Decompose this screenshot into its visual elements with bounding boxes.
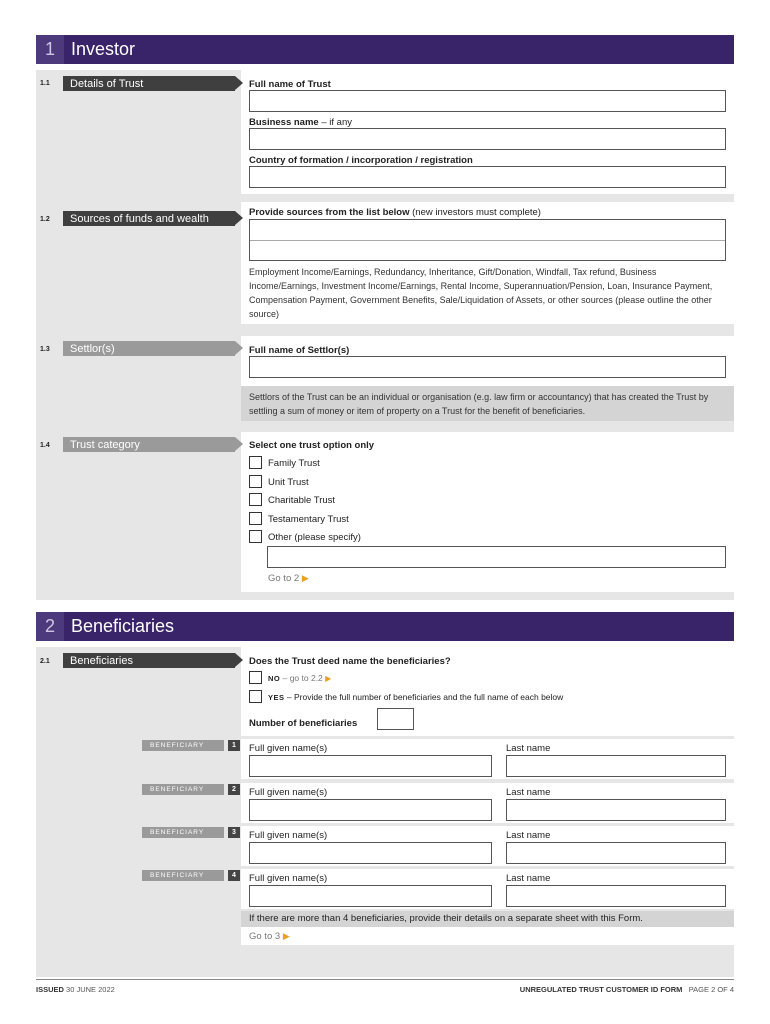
section-2-header <box>36 612 734 641</box>
beneficiary-tag: BENEFICIARY <box>142 870 224 881</box>
option-testamentary-trust: Testamentary Trust <box>268 514 349 525</box>
subsection-number: 1.2 <box>40 216 50 223</box>
option-yes: YES – Provide the full number of beneficiaries and the full name of each below <box>268 692 564 702</box>
option-no: NO – go to 2.2 ▶ <box>268 673 332 683</box>
subsection-number: 1.1 <box>40 80 50 87</box>
label-given-name: Full given name(s) <box>249 787 328 798</box>
label-trust-name: Full name of Trust <box>249 79 331 90</box>
goto-3-link[interactable]: Go to 3 ▶ <box>249 931 290 942</box>
section-title: Beneficiaries <box>71 616 175 636</box>
tag-trust-category: Trust category <box>63 437 235 452</box>
testamentary-trust-checkbox[interactable] <box>249 512 262 525</box>
panel-1-4 <box>241 432 734 592</box>
number-of-beneficiaries-input[interactable] <box>377 708 414 730</box>
label-deed-question: Does the Trust deed name the beneficiaries? <box>249 656 451 667</box>
tag-beneficiaries: Beneficiaries <box>63 653 235 668</box>
label-last-name: Last name <box>506 743 551 754</box>
section-1-header <box>36 35 734 64</box>
family-trust-checkbox[interactable] <box>249 456 262 469</box>
beneficiary-number: 2 <box>228 784 240 795</box>
option-unit-trust: Unit Trust <box>268 477 309 488</box>
business-name-input[interactable] <box>249 128 726 150</box>
sources-list-text: Employment Income/Earnings, Redundancy, Inheritance, Gift/Donation, Windfall, Tax refund, Business Income/Earnings, Investment Income/Earnings, Rental Income, Superannuation/Pension, Loan, Insurance Payment, Compensation Payment, Government Benefits, Sale/Liquidation of Assets, or other sources (please outline the other source) <box>249 267 713 319</box>
arrow-right-icon: ▶ <box>301 573 309 583</box>
beneficiary-tag: BENEFICIARY <box>142 784 224 795</box>
settlor-note: Settlors of the Trust can be an individual or organisation (e.g. law firm or accountancy) that has created the Trust by settling a sum of money or item of property on a Trust for the benefit of beneficiaries. <box>241 386 734 421</box>
beneficiary-overflow-note: If there are more than 4 beneficiaries, provide their details on a separate sheet with this Form. <box>241 911 734 927</box>
beneficiary-3-last-name-input[interactable] <box>506 842 726 864</box>
goto-panel <box>241 927 734 945</box>
label-last-name: Last name <box>506 873 551 884</box>
unit-trust-checkbox[interactable] <box>249 475 262 488</box>
no-checkbox[interactable] <box>249 671 262 684</box>
beneficiary-4-last-name-input[interactable] <box>506 885 726 907</box>
footer-form-info: UNREGULATED TRUST CUSTOMER ID FORM PAGE 2 OF 4 <box>519 985 734 994</box>
other-trust-checkbox[interactable] <box>249 530 262 543</box>
label-trust-option: Select one trust option only <box>249 440 375 451</box>
beneficiary-1-given-name-input[interactable] <box>249 755 492 777</box>
tag-settlors: Settlor(s) <box>63 341 235 356</box>
label-last-name: Last name <box>506 787 551 798</box>
tag-sources-of-funds: Sources of funds and wealth <box>63 211 235 226</box>
beneficiary-tag: BENEFICIARY <box>142 740 224 751</box>
subsection-number: 1.3 <box>40 346 50 353</box>
yes-checkbox[interactable] <box>249 690 262 703</box>
section-number: 1 <box>36 35 64 64</box>
beneficiary-1-last-name-input[interactable] <box>506 755 726 777</box>
trust-name-input[interactable] <box>249 90 726 112</box>
arrow-right-icon: ▶ <box>282 931 290 941</box>
section-number: 2 <box>36 612 64 641</box>
option-other: Other (please specify) <box>268 532 361 543</box>
label-business-name: Business name – if any <box>249 117 352 128</box>
label-settlor-name: Full name of Settlor(s) <box>249 345 350 356</box>
beneficiary-number: 1 <box>228 740 240 751</box>
beneficiary-2-given-name-input[interactable] <box>249 799 492 821</box>
option-charitable-trust: Charitable Trust <box>268 495 336 506</box>
country-input[interactable] <box>249 166 726 188</box>
label-given-name: Full given name(s) <box>249 743 328 754</box>
charitable-trust-checkbox[interactable] <box>249 493 262 506</box>
subsection-number: 2.1 <box>40 658 50 665</box>
section-title: Investor <box>71 39 136 59</box>
settlor-name-input[interactable] <box>249 356 726 378</box>
beneficiary-4-given-name-input[interactable] <box>249 885 492 907</box>
label-given-name: Full given name(s) <box>249 830 328 841</box>
label-country: Country of formation / incorporation / registration <box>249 155 473 166</box>
divider <box>250 240 725 241</box>
label-sources: Provide sources from the list below (new investors must complete) <box>249 207 541 218</box>
beneficiary-number: 4 <box>228 870 240 881</box>
label-number-of-beneficiaries: Number of beneficiaries <box>249 718 358 729</box>
footer-line <box>36 979 734 980</box>
tag-details-of-trust: Details of Trust <box>63 76 235 91</box>
arrow-right-icon: ▶ <box>325 674 332 683</box>
option-family-trust: Family Trust <box>268 458 320 469</box>
beneficiary-tag: BENEFICIARY <box>142 827 224 838</box>
beneficiary-2-last-name-input[interactable] <box>506 799 726 821</box>
goto-2-link[interactable]: Go to 2 ▶ <box>268 573 309 584</box>
label-given-name: Full given name(s) <box>249 873 328 884</box>
beneficiary-number: 3 <box>228 827 240 838</box>
subsection-number: 1.4 <box>40 442 50 449</box>
other-specify-input[interactable] <box>267 546 726 568</box>
beneficiary-3-given-name-input[interactable] <box>249 842 492 864</box>
label-last-name: Last name <box>506 830 551 841</box>
footer-issued: ISSUED 30 JUNE 2022 <box>36 985 115 994</box>
